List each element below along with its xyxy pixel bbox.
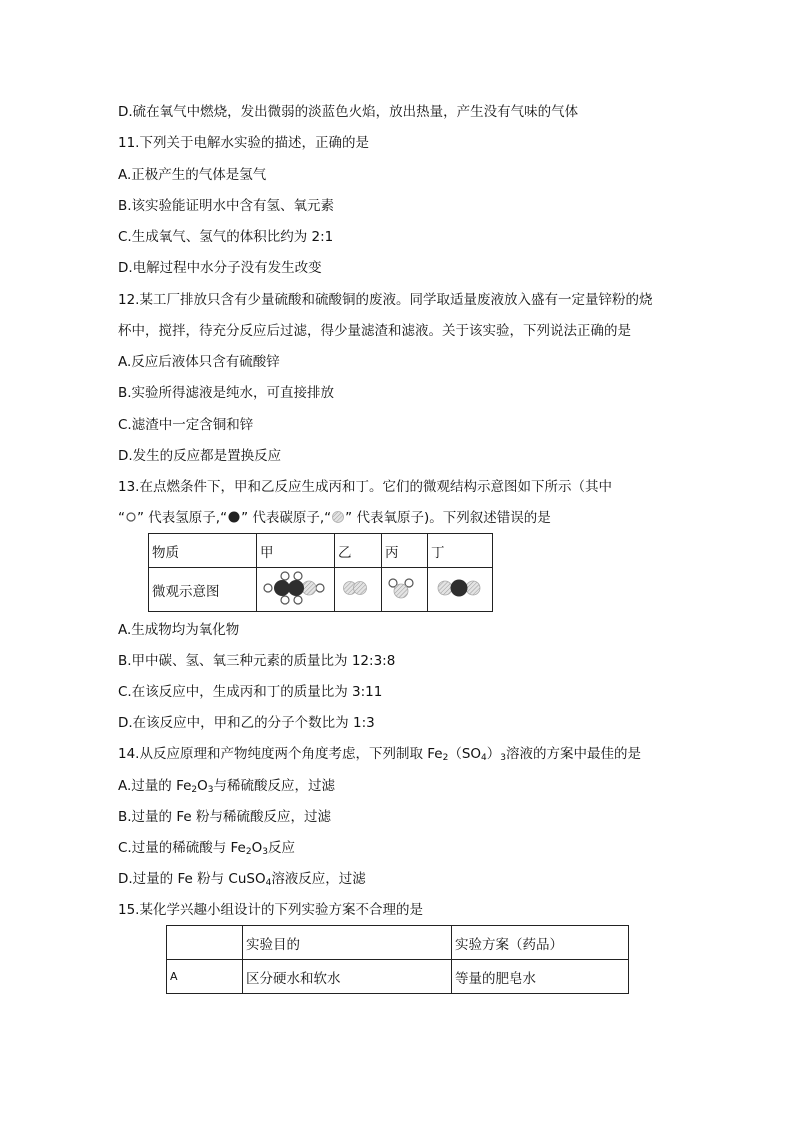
q15-row-a-plan: 等量的肥皂水 — [452, 960, 629, 994]
q13-table-diagram-row — [149, 568, 493, 612]
q11-option-a: A.正极产生的气体是氢气 — [118, 167, 267, 183]
q13-header-yi: 乙 — [335, 534, 382, 568]
q13-option-d: D.在该反应中，甲和乙的分子个数比为 1:3 — [118, 715, 375, 731]
q13-option-a: A.生成物均为氧化物 — [118, 622, 240, 638]
q13-option-b: B.甲中碳、氢、氧三种元素的质量比为 12:3:8 — [118, 653, 396, 669]
carbon-atom-icon — [227, 510, 241, 524]
q13-header-ding: 丁 — [428, 534, 493, 568]
q13-molecule-table — [148, 533, 493, 612]
carbon-dioxide-molecule-icon — [431, 577, 487, 599]
q11-option-c: C.生成氧气、氢气的体积比约为 2:1 — [118, 229, 334, 245]
q11-stem: 11.下列关于电解水实验的描述，正确的是 — [118, 135, 369, 151]
q13-legend-line — [118, 509, 551, 527]
q13-header-jia: 甲 — [257, 534, 335, 568]
q12-option-a: A.反应后液体只含有硫酸锌 — [118, 354, 280, 370]
q13-option-c: C.在该反应中，生成丙和丁的质量比为 3:11 — [118, 684, 383, 700]
q12-stem-line2: 杯中，搅拌，待充分反应后过滤，得少量滤渣和滤液。关于该实验，下列说法正确的是 — [118, 323, 631, 339]
q15-row-a-purpose: 区分硬水和软水 — [243, 960, 452, 994]
q12-option-b: B.实验所得滤液是纯水，可直接排放 — [118, 385, 335, 401]
q15-table-header-row — [167, 926, 629, 960]
ethanol-molecule-icon — [260, 569, 330, 607]
q11-option-b: B.该实验能证明水中含有氢、氧元素 — [118, 198, 335, 214]
q13-header-substance: 物质 — [149, 534, 257, 568]
q11-option-d: D.电解过程中水分子没有发生改变 — [118, 260, 322, 276]
q15-experiment-table — [166, 925, 629, 994]
q14-option-d: D.过量的 Fe 粉与 CuSO$_4$溶液反应，过滤 — [118, 871, 366, 888]
q15-header-blank — [167, 926, 243, 960]
q15-row-a-label: A — [167, 960, 243, 994]
q13-molecule-bing — [382, 568, 428, 612]
q15-header-purpose: 实验目的 — [243, 926, 452, 960]
q14-option-b: B.过量的 Fe 粉与稀硫酸反应，过滤 — [118, 809, 331, 825]
q10-option-d: D.硫在氧气中燃烧，发出微弱的淡蓝色火焰，放出热量，产生没有气味的气体 — [118, 104, 579, 120]
q13-legend-oxygen-text: ” 代表氧原子)。下列叙述错误的是 — [345, 510, 551, 526]
water-molecule-icon — [385, 573, 419, 603]
q13-header-bing: 丙 — [382, 534, 428, 568]
q14-option-a: A.过量的 $Fe_2O_3$与稀硫酸反应，过滤 — [118, 778, 336, 795]
q12-stem-line1: 12.某工厂排放只含有少量硫酸和硫酸铜的废液。同学取适量废液放入盛有一定量锌粉的烧 — [118, 292, 653, 308]
q13-molecule-yi — [335, 568, 382, 612]
q15-header-plan: 实验方案（药品） — [452, 926, 629, 960]
q13-stem-line1: 13.在点燃条件下，甲和乙反应生成丙和丁。它们的微观结构示意图如下所示（其中 — [118, 479, 612, 495]
q14-option-c: C.过量的稀硫酸与 $Fe_2O_3$反应 — [118, 840, 295, 857]
q13-legend-quote: “ — [118, 510, 125, 526]
q15-table-row-a — [167, 960, 629, 994]
q13-molecule-jia — [257, 568, 335, 612]
q12-option-c: C.滤渣中一定含铜和锌 — [118, 417, 254, 433]
oxygen-atom-icon — [331, 510, 345, 524]
q13-row-label: 微观示意图 — [149, 568, 257, 612]
oxygen-molecule-icon — [338, 578, 374, 598]
q12-option-d: D.发生的反应都是置换反应 — [118, 448, 282, 464]
q13-table-header-row — [149, 534, 493, 568]
q15-stem: 15.某化学兴趣小组设计的下列实验方案不合理的是 — [118, 902, 423, 918]
q13-legend-carbon-text: ” 代表碳原子,“ — [241, 510, 332, 526]
q14-stem: 14.从反应原理和产物纯度两个角度考虑，下列制取 $Fe_2(SO_4)_3$溶液的方案中最佳的是 — [118, 746, 641, 763]
q13-legend-hydrogen-text: ” 代表氢原子,“ — [137, 510, 228, 526]
q13-molecule-ding — [428, 568, 493, 612]
hydrogen-atom-icon — [125, 511, 137, 523]
